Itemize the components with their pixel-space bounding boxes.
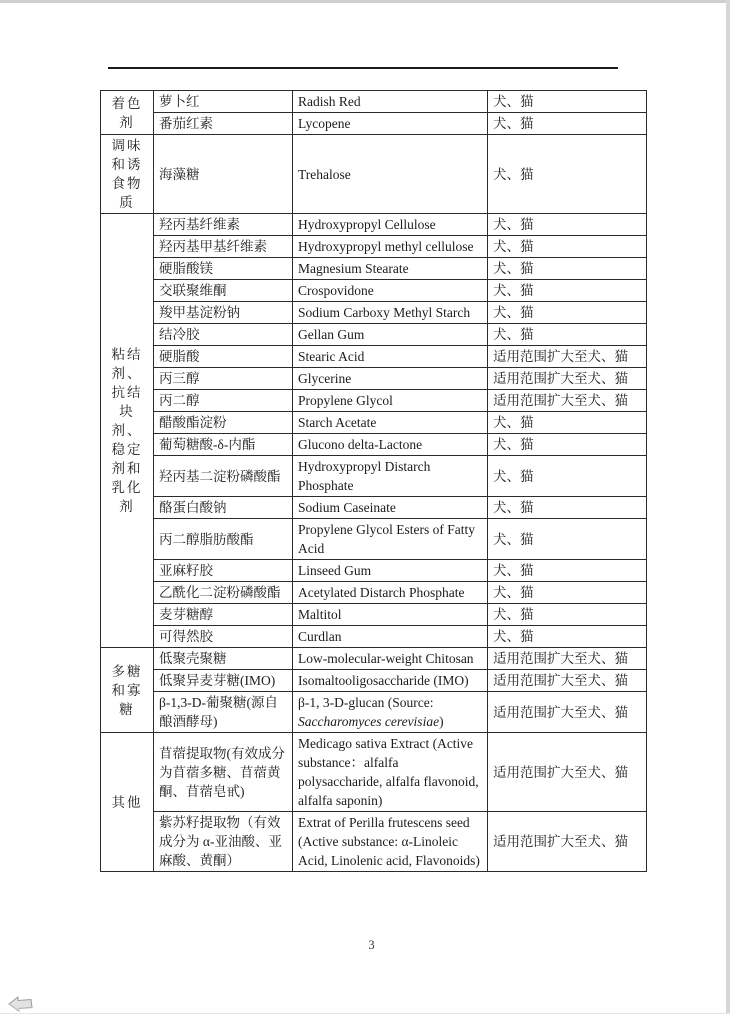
- scope-cell: 犬、猫: [488, 434, 647, 456]
- cn-name-cell: 可得然胶: [154, 626, 293, 648]
- en-name-cell: Lycopene: [293, 113, 488, 135]
- page-number: 3: [368, 938, 375, 952]
- cn-name-cell: 酪蛋白酸钠: [154, 497, 293, 519]
- scope-cell: 犬、猫: [488, 236, 647, 258]
- back-arrow-icon[interactable]: [6, 995, 34, 1013]
- scope-cell: 犬、猫: [488, 626, 647, 648]
- scope-cell: 犬、猫: [488, 258, 647, 280]
- table-row: [101, 648, 647, 670]
- cn-name-cell: 羧甲基淀粉钠: [154, 302, 293, 324]
- cn-name-cell: 丙三醇: [154, 368, 293, 390]
- scope-cell: 犬、猫: [488, 214, 647, 236]
- en-name-cell: Linseed Gum: [293, 560, 488, 582]
- table-row: [101, 733, 647, 812]
- scope-cell: 犬、猫: [488, 560, 647, 582]
- scope-cell: 适用范围扩大至犬、猫: [488, 812, 647, 872]
- scope-cell: 适用范围扩大至犬、猫: [488, 368, 647, 390]
- cn-name-cell: 结冷胶: [154, 324, 293, 346]
- en-name-cell: Radish Red: [293, 91, 488, 113]
- scope-cell: 犬、猫: [488, 324, 647, 346]
- table-row: [101, 91, 647, 113]
- scope-cell: 犬、猫: [488, 412, 647, 434]
- table-row: [101, 812, 647, 872]
- en-name-cell: Isomaltooligosaccharide (IMO): [293, 670, 488, 692]
- cn-name-cell: 羟丙基甲基纤维素: [154, 236, 293, 258]
- cn-name-cell: 羟丙基二淀粉磷酸酯: [154, 456, 293, 497]
- category-cell: 调味和诱食物质: [101, 135, 154, 214]
- table-row: [101, 560, 647, 582]
- en-name-cell: Crospovidone: [293, 280, 488, 302]
- category-cell: 多糖和寡糖: [101, 648, 154, 733]
- table-row: [101, 456, 647, 497]
- scope-cell: 犬、猫: [488, 280, 647, 302]
- scope-cell: 适用范围扩大至犬、猫: [488, 692, 647, 733]
- en-name-cell: Magnesium Stearate: [293, 258, 488, 280]
- cn-name-cell: 低聚异麦芽糖(IMO): [154, 670, 293, 692]
- table-row: [101, 626, 647, 648]
- category-cell: 着色剂: [101, 91, 154, 135]
- cn-name-cell: 交联聚维酮: [154, 280, 293, 302]
- en-name-cell: Hydroxypropyl Cellulose: [293, 214, 488, 236]
- scope-cell: 犬、猫: [488, 519, 647, 560]
- scope-cell: 犬、猫: [488, 582, 647, 604]
- table-row: [101, 346, 647, 368]
- table-row: [101, 519, 647, 560]
- table-row: [101, 582, 647, 604]
- en-name-cell: Curdlan: [293, 626, 488, 648]
- table-row: [101, 434, 647, 456]
- cn-name-cell: 醋酸酯淀粉: [154, 412, 293, 434]
- cn-name-cell: 麦芽糖醇: [154, 604, 293, 626]
- table-row: [101, 113, 647, 135]
- en-name-cell: Gellan Gum: [293, 324, 488, 346]
- page-right-edge: [726, 0, 730, 1014]
- table-row: [101, 135, 647, 214]
- en-name-cell: Propylene Glycol Esters of Fatty Acid: [293, 519, 488, 560]
- en-name-cell: Propylene Glycol: [293, 390, 488, 412]
- category-cell: 其他: [101, 733, 154, 872]
- cn-name-cell: 萝卜红: [154, 91, 293, 113]
- scope-cell: 适用范围扩大至犬、猫: [488, 733, 647, 812]
- cn-name-cell: 乙酰化二淀粉磷酸酯: [154, 582, 293, 604]
- cn-name-cell: 亚麻籽胶: [154, 560, 293, 582]
- scope-cell: 犬、猫: [488, 113, 647, 135]
- en-name-cell: Starch Acetate: [293, 412, 488, 434]
- scope-cell: 犬、猫: [488, 604, 647, 626]
- table-row: [101, 692, 647, 733]
- cn-name-cell: 葡萄糖酸-δ-内酯: [154, 434, 293, 456]
- table-row: [101, 412, 647, 434]
- header-rule: [108, 67, 618, 69]
- category-cell: 粘结剂、抗结块剂、稳定剂和乳化剂: [101, 214, 154, 648]
- en-name-cell: Glycerine: [293, 368, 488, 390]
- en-name-cell: Glucono delta-Lactone: [293, 434, 488, 456]
- en-name-cell: Sodium Caseinate: [293, 497, 488, 519]
- table-row: [101, 497, 647, 519]
- scope-cell: 犬、猫: [488, 456, 647, 497]
- additives-table: [100, 90, 647, 872]
- scope-cell: 犬、猫: [488, 91, 647, 113]
- cn-name-cell: 苜蓿提取物(有效成分为苜蓿多糖、苜蓿黄酮、苜蓿皂甙): [154, 733, 293, 812]
- en-name-cell: Stearic Acid: [293, 346, 488, 368]
- en-name-cell: Low-molecular-weight Chitosan: [293, 648, 488, 670]
- table-row: [101, 302, 647, 324]
- cn-name-cell: 硬脂酸: [154, 346, 293, 368]
- cn-name-cell: 低聚壳聚糖: [154, 648, 293, 670]
- en-name-cell: β-1, 3-D-glucan (Source: Saccharomyces cerevisiae): [293, 692, 488, 733]
- en-name-cell: Maltitol: [293, 604, 488, 626]
- table-row: [101, 280, 647, 302]
- en-name-cell: Extrat of Perilla frutescens seed (Active substance: α-Linoleic Acid, Linolenic acid, Flavonoids): [293, 812, 488, 872]
- table-row: [101, 214, 647, 236]
- scope-cell: 犬、猫: [488, 302, 647, 324]
- table-row: [101, 368, 647, 390]
- table-row: [101, 258, 647, 280]
- cn-name-cell: 丙二醇: [154, 390, 293, 412]
- page-top-edge: [0, 0, 730, 3]
- scope-cell: 犬、猫: [488, 497, 647, 519]
- scope-cell: 适用范围扩大至犬、猫: [488, 346, 647, 368]
- cn-name-cell: 羟丙基纤维素: [154, 214, 293, 236]
- cn-name-cell: 丙二醇脂肪酸酯: [154, 519, 293, 560]
- additives-table-container: [100, 90, 643, 872]
- cn-name-cell: 番茄红素: [154, 113, 293, 135]
- en-name-cell: Sodium Carboxy Methyl Starch: [293, 302, 488, 324]
- scope-cell: 适用范围扩大至犬、猫: [488, 390, 647, 412]
- cn-name-cell: 紫苏籽提取物（有效成分为 α-亚油酸、亚麻酸、黄酮）: [154, 812, 293, 872]
- scope-cell: 适用范围扩大至犬、猫: [488, 670, 647, 692]
- cn-name-cell: β-1,3-D-葡聚糖(源自酿酒酵母): [154, 692, 293, 733]
- table-row: [101, 236, 647, 258]
- en-name-cell: Hydroxypropyl methyl cellulose: [293, 236, 488, 258]
- en-name-cell: Hydroxypropyl Distarch Phosphate: [293, 456, 488, 497]
- table-row: [101, 670, 647, 692]
- cn-name-cell: 海藻糖: [154, 135, 293, 214]
- table-row: [101, 324, 647, 346]
- scope-cell: 适用范围扩大至犬、猫: [488, 648, 647, 670]
- en-name-cell: Trehalose: [293, 135, 488, 214]
- table-row: [101, 390, 647, 412]
- cn-name-cell: 硬脂酸镁: [154, 258, 293, 280]
- en-name-cell: Medicago sativa Extract (Active substance：alfalfa polysaccharide, alfalfa flavonoid, alfalfa saponin): [293, 733, 488, 812]
- additives-table-body: [101, 91, 647, 872]
- en-name-cell: Acetylated Distarch Phosphate: [293, 582, 488, 604]
- scope-cell: 犬、猫: [488, 135, 647, 214]
- table-row: [101, 604, 647, 626]
